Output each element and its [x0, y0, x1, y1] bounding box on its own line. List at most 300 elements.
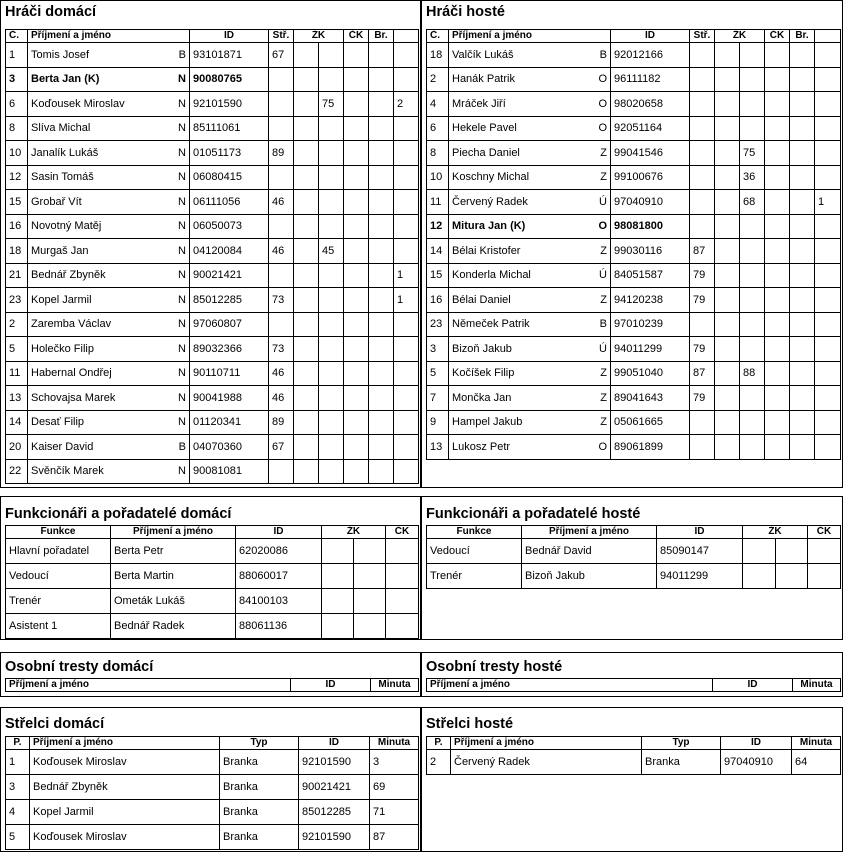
scorer-type: Branka: [220, 800, 299, 825]
player-yellow-card: [740, 116, 765, 141]
player-name: Tomis Josef: [28, 43, 165, 68]
player-yellow-blank: [294, 361, 319, 386]
player-saves: [815, 361, 841, 386]
player-saves: [394, 190, 419, 215]
player-red-card: [765, 165, 790, 190]
player-goals: [690, 116, 715, 141]
player-yellow-card: [319, 190, 344, 215]
player-id: 99100676: [611, 165, 690, 190]
player-row: [427, 214, 841, 239]
player-red-blank: [790, 239, 815, 264]
player-red-card: [344, 43, 369, 68]
player-yellow-blank: [294, 141, 319, 166]
scorer-minute: 64: [792, 750, 841, 775]
player-red-blank: [790, 141, 815, 166]
player-red-card: [765, 43, 790, 68]
player-id: 05061665: [611, 410, 690, 435]
player-id: 04120084: [190, 239, 269, 264]
player-number: 14: [6, 410, 28, 435]
player-name: Bélai Daniel: [449, 288, 586, 313]
player-yellow-blank: [294, 92, 319, 117]
player-red-card: [344, 141, 369, 166]
scorers-away-table: [426, 736, 841, 775]
col-red-card: ČK: [344, 30, 369, 43]
player-position: N: [165, 459, 190, 484]
player-name: Schovajsa Marek: [28, 386, 165, 411]
player-saves: 2: [394, 92, 419, 117]
player-red-blank: [790, 288, 815, 313]
player-number: 15: [6, 190, 28, 215]
player-goals: 46: [269, 190, 294, 215]
player-red-blank: [369, 459, 394, 484]
player-saves: [815, 92, 841, 117]
official-row: [427, 539, 841, 564]
official-yellow-card: [322, 539, 354, 564]
player-number: 20: [6, 435, 28, 460]
player-position: N: [165, 214, 190, 239]
player-red-card: [344, 337, 369, 362]
player-red-card: [344, 67, 369, 92]
players-home-table: [5, 29, 419, 484]
official-role: Vedoucí: [427, 539, 522, 564]
official-role: Asistent 1: [6, 614, 111, 639]
player-goals: 67: [269, 43, 294, 68]
player-yellow-card: [319, 386, 344, 411]
scorer-order: 1: [6, 750, 30, 775]
player-position: Ú: [586, 337, 611, 362]
player-position: N: [165, 190, 190, 215]
scorer-name: Kopel Jarmil: [30, 800, 220, 825]
player-row: [427, 288, 841, 313]
player-goals: 79: [690, 386, 715, 411]
player-red-blank: [369, 337, 394, 362]
player-number: 18: [427, 43, 449, 68]
player-number: 16: [6, 214, 28, 239]
player-yellow-card: [319, 312, 344, 337]
player-number: 5: [6, 337, 28, 362]
player-position: Z: [586, 239, 611, 264]
player-yellow-blank: [715, 116, 740, 141]
player-saves: [394, 410, 419, 435]
player-row: [427, 116, 841, 141]
player-red-card: [765, 263, 790, 288]
player-row: [427, 239, 841, 264]
player-position: N: [165, 337, 190, 362]
player-yellow-blank: [715, 92, 740, 117]
player-red-blank: [369, 312, 394, 337]
player-id: 99041546: [611, 141, 690, 166]
player-red-blank: [369, 386, 394, 411]
player-saves: [815, 141, 841, 166]
official-name: Bednář Radek: [111, 614, 236, 639]
scorers-home-table: [5, 736, 419, 850]
col-role: Funkce: [427, 526, 522, 539]
player-red-card: [765, 410, 790, 435]
player-name: Kočíšek Filip: [449, 361, 586, 386]
player-yellow-card: [740, 312, 765, 337]
col-yellow-card: ŽK: [322, 526, 386, 539]
player-id: 97040910: [611, 190, 690, 215]
player-id: 98020658: [611, 92, 690, 117]
penalties-home-table: [5, 678, 419, 692]
player-position: N: [165, 288, 190, 313]
player-row: [427, 190, 841, 215]
player-name: Kopel Jarmil: [28, 288, 165, 313]
player-position: N: [165, 263, 190, 288]
player-position: Ú: [586, 190, 611, 215]
penalties-away-title: Osobní tresty hosté: [426, 659, 563, 675]
col-name: Příjmení a jméno: [6, 679, 291, 692]
player-row: [427, 337, 841, 362]
player-name: Mitura Jan (K): [449, 214, 586, 239]
player-red-blank: [369, 190, 394, 215]
player-row: [6, 165, 419, 190]
player-yellow-card: [740, 67, 765, 92]
player-position: N: [165, 361, 190, 386]
player-yellow-card: [740, 386, 765, 411]
player-name: Hampel Jakub: [449, 410, 586, 435]
player-name: Konderla Michal: [449, 263, 586, 288]
player-yellow-card: [319, 288, 344, 313]
player-yellow-blank: [715, 67, 740, 92]
player-yellow-card: [740, 43, 765, 68]
player-goals: 46: [269, 386, 294, 411]
official-id: 62020086: [236, 539, 322, 564]
col-name: Příjmení a jméno: [30, 737, 220, 750]
player-yellow-card: [319, 337, 344, 362]
player-saves: 1: [394, 263, 419, 288]
player-id: 90041988: [190, 386, 269, 411]
player-yellow-blank: [294, 263, 319, 288]
player-yellow-card: 88: [740, 361, 765, 386]
player-goals: [690, 435, 715, 460]
player-yellow-blank: [715, 337, 740, 362]
player-yellow-card: [319, 361, 344, 386]
player-number: 3: [427, 337, 449, 362]
player-saves: [815, 214, 841, 239]
officials-home-body: [6, 539, 419, 639]
player-name: Slíva Michal: [28, 116, 165, 141]
officials-away-title: Funkcionáři a pořadatelé hosté: [426, 506, 641, 522]
player-red-blank: [369, 361, 394, 386]
player-name: Holečko Filip: [28, 337, 165, 362]
player-yellow-card: [319, 165, 344, 190]
player-id: 99030116: [611, 239, 690, 264]
player-yellow-card: [319, 263, 344, 288]
player-red-card: [765, 361, 790, 386]
col-minute: Minuta: [793, 679, 841, 692]
official-yellow-blank: [354, 614, 386, 639]
player-number: 7: [427, 386, 449, 411]
col-name: Příjmení a jméno: [111, 526, 236, 539]
official-id: 88060017: [236, 564, 322, 589]
player-number: 10: [427, 165, 449, 190]
official-name: Berta Petr: [111, 539, 236, 564]
player-red-card: [765, 214, 790, 239]
player-name: Piecha Daniel: [449, 141, 586, 166]
player-yellow-blank: [294, 386, 319, 411]
player-id: 06050073: [190, 214, 269, 239]
scorer-minute: 3: [370, 750, 419, 775]
player-position: N: [165, 165, 190, 190]
player-red-blank: [790, 67, 815, 92]
player-saves: [394, 361, 419, 386]
player-red-card: [765, 337, 790, 362]
player-yellow-blank: [715, 361, 740, 386]
official-id: 84100103: [236, 589, 322, 614]
player-goals: [269, 263, 294, 288]
player-number: 12: [427, 214, 449, 239]
player-goals: 79: [690, 288, 715, 313]
player-saves: [394, 43, 419, 68]
player-red-card: [344, 312, 369, 337]
player-name: Hekele Pavel: [449, 116, 586, 141]
officials-away-table: [426, 525, 841, 589]
col-minute: Minuta: [370, 737, 419, 750]
player-id: 92012166: [611, 43, 690, 68]
player-red-blank: [369, 239, 394, 264]
player-name: Červený Radek: [449, 190, 586, 215]
player-red-card: [765, 288, 790, 313]
player-id: 85012285: [190, 288, 269, 313]
player-row: [6, 435, 419, 460]
player-yellow-card: [740, 435, 765, 460]
player-yellow-blank: [294, 288, 319, 313]
player-number: 5: [427, 361, 449, 386]
player-yellow-blank: [715, 214, 740, 239]
scorers-away-body: [427, 750, 841, 775]
player-saves: 1: [815, 190, 841, 215]
player-yellow-blank: [294, 239, 319, 264]
player-yellow-card: 75: [740, 141, 765, 166]
player-goals: 89: [269, 410, 294, 435]
player-goals: [690, 214, 715, 239]
scorer-row: [6, 825, 419, 850]
col-saves: Br.: [369, 30, 394, 43]
player-number: 21: [6, 263, 28, 288]
player-id: 85111061: [190, 116, 269, 141]
player-row: [6, 288, 419, 313]
player-position: O: [586, 67, 611, 92]
col-saves: Br.: [790, 30, 815, 43]
players-home-title: Hráči domácí: [5, 4, 97, 20]
players-away-body: [427, 43, 841, 460]
penalties-away-panel: [421, 652, 843, 697]
player-red-card: [765, 190, 790, 215]
player-name: Desať Filip: [28, 410, 165, 435]
player-id: 89041643: [611, 386, 690, 411]
player-id: 97010239: [611, 312, 690, 337]
official-row: [6, 539, 419, 564]
official-red-card: [386, 614, 419, 639]
player-red-card: [765, 92, 790, 117]
player-row: [6, 361, 419, 386]
col-id: ID: [236, 526, 322, 539]
player-name: Murgaš Jan: [28, 239, 165, 264]
official-red-card: [386, 539, 419, 564]
player-id: 90110711: [190, 361, 269, 386]
player-red-blank: [790, 263, 815, 288]
player-row: [6, 67, 419, 92]
col-yellow-card: ŽK: [743, 526, 808, 539]
player-goals: [269, 92, 294, 117]
player-red-card: [765, 312, 790, 337]
player-number: 8: [427, 141, 449, 166]
player-position: B: [165, 43, 190, 68]
player-id: 01051173: [190, 141, 269, 166]
player-red-blank: [369, 43, 394, 68]
player-yellow-card: [319, 214, 344, 239]
col-spacer: [394, 30, 419, 43]
player-red-blank: [790, 361, 815, 386]
player-id: 90080765: [190, 67, 269, 92]
col-order: P.: [6, 737, 30, 750]
player-row: [6, 116, 419, 141]
player-number: 14: [427, 239, 449, 264]
player-number: 12: [6, 165, 28, 190]
official-yellow-blank: [354, 589, 386, 614]
player-yellow-blank: [715, 312, 740, 337]
official-red-card: [808, 564, 841, 589]
col-id: ID: [291, 679, 371, 692]
player-name: Zaremba Václav: [28, 312, 165, 337]
player-id: 90081081: [190, 459, 269, 484]
player-number: 6: [427, 116, 449, 141]
col-yellow-card: ŽK: [715, 30, 765, 43]
player-goals: [690, 141, 715, 166]
player-red-blank: [369, 410, 394, 435]
player-yellow-card: [740, 410, 765, 435]
col-minute: Minuta: [792, 737, 841, 750]
scorer-name: Bednář Zbyněk: [30, 775, 220, 800]
player-row: [6, 43, 419, 68]
player-number: 11: [6, 361, 28, 386]
player-red-card: [344, 263, 369, 288]
player-id: 94120238: [611, 288, 690, 313]
player-row: [6, 459, 419, 484]
col-yellow-card: ŽK: [294, 30, 344, 43]
player-name: Berta Jan (K): [28, 67, 165, 92]
player-red-card: [344, 410, 369, 435]
official-yellow-card: [743, 564, 776, 589]
player-goals: [690, 165, 715, 190]
player-number: 8: [6, 116, 28, 141]
player-red-blank: [790, 43, 815, 68]
col-type: Typ: [220, 737, 299, 750]
col-id: ID: [190, 30, 269, 43]
col-no: Č.: [427, 30, 449, 43]
col-red-card: ČK: [808, 526, 841, 539]
player-id: 92051164: [611, 116, 690, 141]
player-red-blank: [369, 165, 394, 190]
scorer-id: 97040910: [721, 750, 792, 775]
player-red-blank: [790, 92, 815, 117]
player-saves: [394, 67, 419, 92]
scorer-row: [6, 775, 419, 800]
player-row: [427, 165, 841, 190]
official-name: Ometák Lukáš: [111, 589, 236, 614]
player-number: 1: [6, 43, 28, 68]
player-id: 89061899: [611, 435, 690, 460]
player-yellow-blank: [715, 239, 740, 264]
player-number: 6: [6, 92, 28, 117]
player-id: 93101871: [190, 43, 269, 68]
player-yellow-blank: [294, 312, 319, 337]
col-no: Č.: [6, 30, 28, 43]
scorer-row: [6, 800, 419, 825]
player-yellow-blank: [294, 67, 319, 92]
player-goals: 79: [690, 263, 715, 288]
player-goals: 73: [269, 288, 294, 313]
player-row: [427, 410, 841, 435]
player-row: [6, 263, 419, 288]
player-goals: [269, 116, 294, 141]
official-yellow-blank: [354, 564, 386, 589]
player-goals: [269, 312, 294, 337]
player-position: B: [586, 312, 611, 337]
player-id: 92101590: [190, 92, 269, 117]
player-position: N: [165, 386, 190, 411]
player-saves: [394, 239, 419, 264]
scorer-order: 5: [6, 825, 30, 850]
player-position: B: [586, 43, 611, 68]
player-row: [427, 263, 841, 288]
player-row: [427, 92, 841, 117]
player-saves: [815, 410, 841, 435]
player-yellow-blank: [715, 190, 740, 215]
player-row: [427, 67, 841, 92]
player-number: 10: [6, 141, 28, 166]
player-number: 2: [6, 312, 28, 337]
player-yellow-blank: [715, 43, 740, 68]
player-position: N: [165, 239, 190, 264]
official-yellow-card: [322, 614, 354, 639]
player-red-blank: [790, 386, 815, 411]
player-row: [427, 43, 841, 68]
player-number: 18: [6, 239, 28, 264]
player-red-card: [765, 386, 790, 411]
player-position: O: [586, 214, 611, 239]
player-saves: [815, 116, 841, 141]
scorer-id: 90021421: [299, 775, 370, 800]
player-red-blank: [790, 190, 815, 215]
player-red-blank: [369, 435, 394, 460]
player-yellow-blank: [715, 165, 740, 190]
official-name: Bizoň Jakub: [522, 564, 657, 589]
player-position: N: [165, 141, 190, 166]
col-id: ID: [611, 30, 690, 43]
player-number: 15: [427, 263, 449, 288]
player-goals: 87: [690, 361, 715, 386]
player-red-card: [344, 288, 369, 313]
official-row: [6, 589, 419, 614]
player-goals: [690, 67, 715, 92]
player-yellow-blank: [294, 43, 319, 68]
player-number: 11: [427, 190, 449, 215]
player-goals: 46: [269, 239, 294, 264]
player-position: Z: [586, 288, 611, 313]
player-yellow-blank: [294, 459, 319, 484]
player-row: [6, 410, 419, 435]
player-yellow-card: [740, 337, 765, 362]
player-name: Koschny Michal: [449, 165, 586, 190]
player-red-blank: [790, 165, 815, 190]
col-name: Příjmení a jméno: [427, 679, 713, 692]
player-saves: [815, 263, 841, 288]
player-position: Z: [586, 361, 611, 386]
player-yellow-card: [319, 116, 344, 141]
player-yellow-card: [740, 263, 765, 288]
